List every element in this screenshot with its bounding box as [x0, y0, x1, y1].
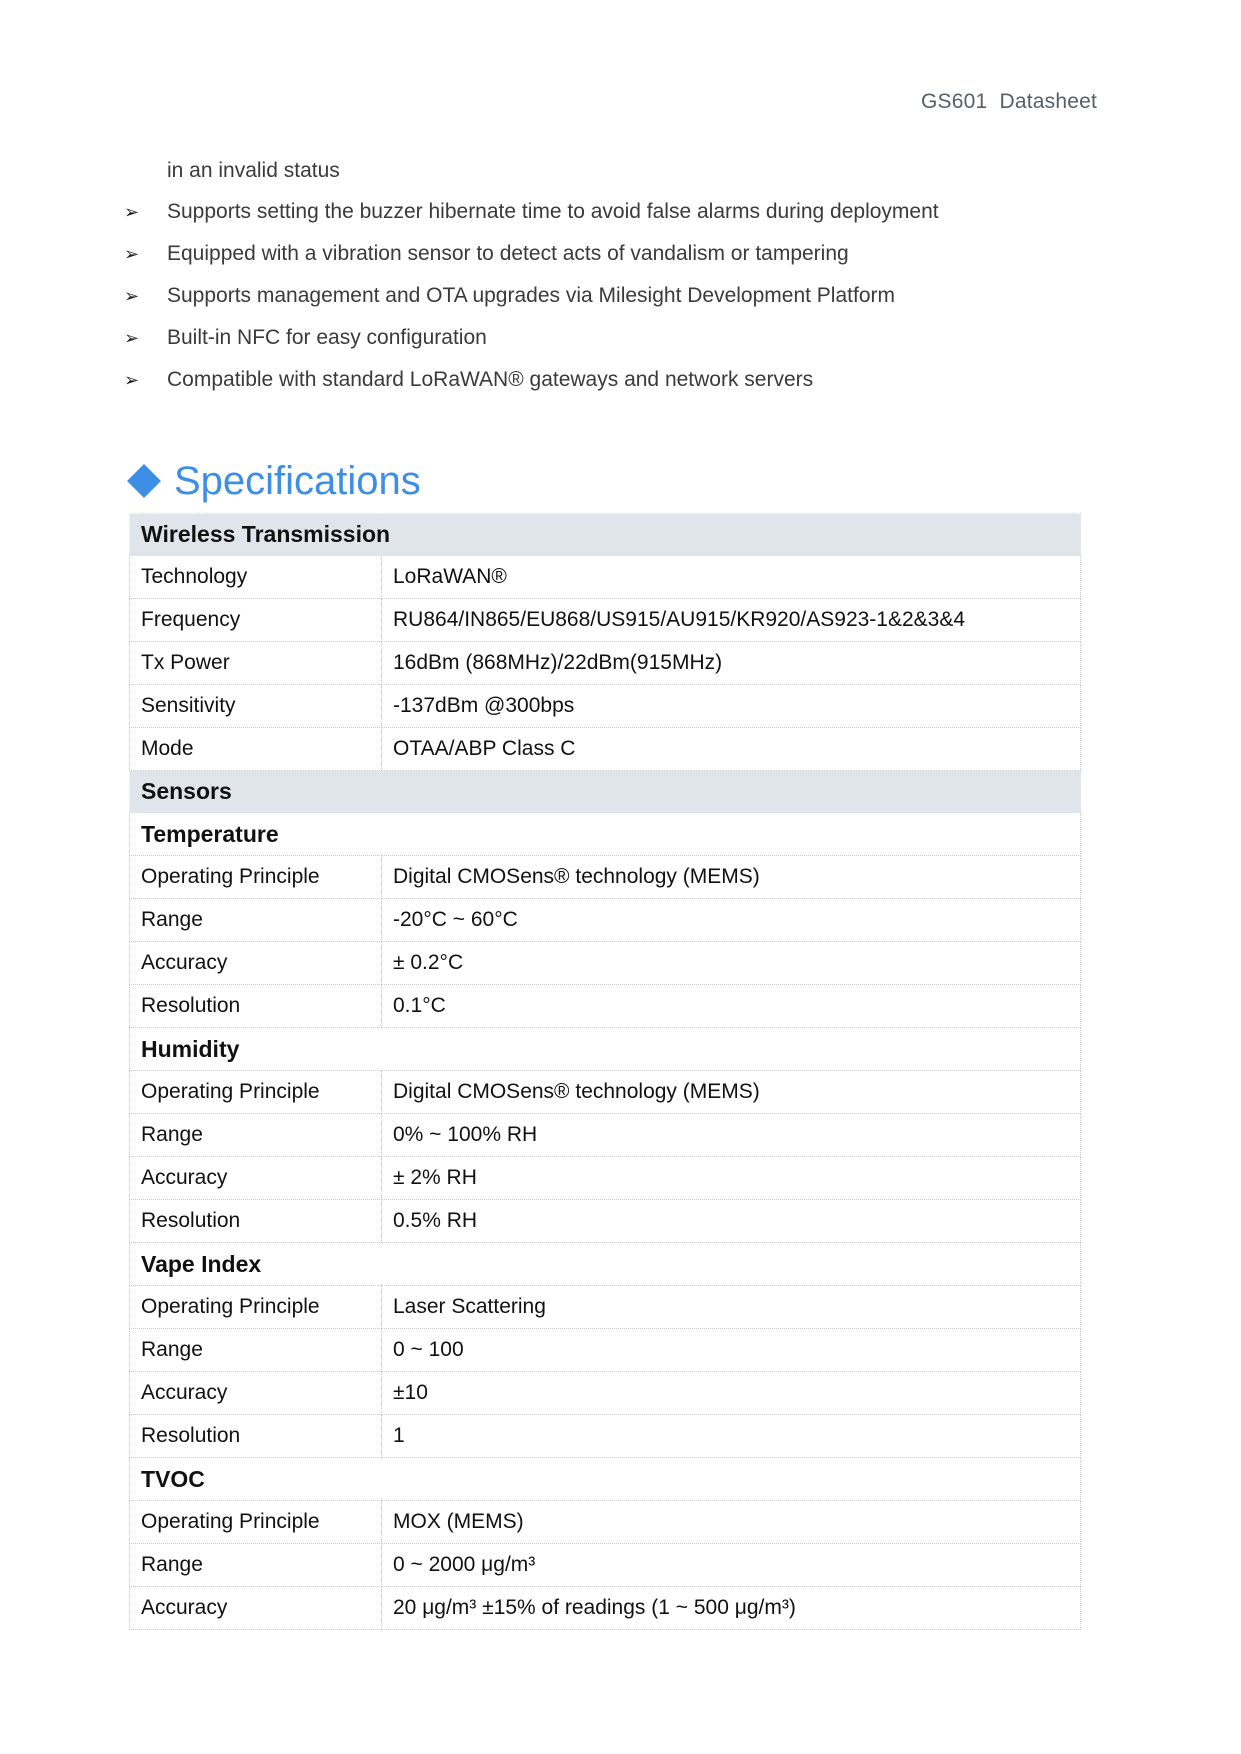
spec-key: Accuracy: [130, 1587, 382, 1630]
spec-value: 20 μg/m³ ±15% of readings (1 ~ 500 μg/m³): [382, 1587, 1081, 1630]
feature-item: [124, 197, 939, 227]
spec-value: OTAA/ABP Class C: [382, 728, 1081, 771]
feature-text: Compatible with standard LoRaWAN® gateways and network servers: [167, 368, 814, 391]
subgroup-heading: Humidity: [130, 1028, 1081, 1071]
spec-key: Sensitivity: [130, 685, 382, 728]
spec-key: Resolution: [130, 1415, 382, 1458]
spec-value: 0.1°C: [382, 985, 1081, 1028]
table-row: [130, 1157, 1081, 1200]
group-heading: Sensors: [130, 771, 1081, 813]
spec-value: Digital CMOSens® technology (MEMS): [382, 856, 1081, 899]
table-subgroup-row: [130, 813, 1081, 856]
spec-key: Accuracy: [130, 942, 382, 985]
feature-item: [124, 281, 895, 311]
table-row: [130, 1501, 1081, 1544]
diamond-icon: [127, 464, 161, 498]
table-row: [130, 942, 1081, 985]
document-header-title: GS601 Datasheet: [921, 90, 1097, 113]
spec-key: Accuracy: [130, 1372, 382, 1415]
spec-value: ± 2% RH: [382, 1157, 1081, 1200]
feature-text: Supports management and OTA upgrades via Milesight Development Platform: [167, 284, 895, 307]
table-row: [130, 1071, 1081, 1114]
spec-key: Technology: [130, 556, 382, 599]
spec-key: Resolution: [130, 985, 382, 1028]
spec-value: LoRaWAN®: [382, 556, 1081, 599]
spec-key: Tx Power: [130, 642, 382, 685]
arrow-bullet-icon: ➢: [124, 328, 140, 348]
spec-key: Mode: [130, 728, 382, 771]
spec-key: Frequency: [130, 599, 382, 642]
arrow-bullet-icon: ➢: [124, 202, 140, 222]
subgroup-heading: Vape Index: [130, 1243, 1081, 1286]
spec-key: Range: [130, 1329, 382, 1372]
table-subgroup-row: [130, 1028, 1081, 1071]
spec-key: Operating Principle: [130, 856, 382, 899]
spec-value: 0 ~ 2000 μg/m³: [382, 1544, 1081, 1587]
feature-text: Equipped with a vibration sensor to detect acts of vandalism or tampering: [167, 242, 849, 265]
table-subgroup-row: [130, 1243, 1081, 1286]
group-heading: Wireless Transmission: [130, 514, 1081, 556]
arrow-bullet-icon: ➢: [124, 370, 140, 390]
spec-key: Operating Principle: [130, 1286, 382, 1329]
table-row: [130, 1286, 1081, 1329]
spec-value: Digital CMOSens® technology (MEMS): [382, 1071, 1081, 1114]
spec-value: RU864/IN865/EU868/US915/AU915/KR920/AS923-1&2&3&4: [382, 599, 1081, 642]
section-title-text: Specifications: [174, 458, 421, 503]
spec-value: 1: [382, 1415, 1081, 1458]
spec-key: Accuracy: [130, 1157, 382, 1200]
table-row: [130, 1415, 1081, 1458]
table-row: [130, 1329, 1081, 1372]
spec-value: ±10: [382, 1372, 1081, 1415]
table-row: [130, 685, 1081, 728]
table-row: [130, 728, 1081, 771]
spec-key: Range: [130, 899, 382, 942]
spec-value: 16dBm (868MHz)/22dBm(915MHz): [382, 642, 1081, 685]
spec-key: Range: [130, 1114, 382, 1157]
table-row: [130, 985, 1081, 1028]
feature-text: Supports setting the buzzer hibernate time to avoid false alarms during deployment: [167, 200, 939, 223]
table-row: [130, 599, 1081, 642]
spec-value: Laser Scattering: [382, 1286, 1081, 1329]
spec-value: -20°C ~ 60°C: [382, 899, 1081, 942]
table-group-row: [130, 771, 1081, 813]
feature-text: Built-in NFC for easy configuration: [167, 326, 487, 349]
feature-continuation: in an invalid status: [167, 159, 340, 182]
spec-key: Range: [130, 1544, 382, 1587]
spec-value: 0 ~ 100: [382, 1329, 1081, 1372]
table-subgroup-row: [130, 1458, 1081, 1501]
arrow-bullet-icon: ➢: [124, 244, 140, 264]
table-row: [130, 1200, 1081, 1243]
spec-key: Resolution: [130, 1200, 382, 1243]
table-group-row: [130, 514, 1081, 556]
spec-value: MOX (MEMS): [382, 1501, 1081, 1544]
spec-value: ± 0.2°C: [382, 942, 1081, 985]
arrow-bullet-icon: ➢: [124, 286, 140, 306]
subgroup-heading: TVOC: [130, 1458, 1081, 1501]
table-row: [130, 1544, 1081, 1587]
table-row: [130, 556, 1081, 599]
feature-item: [124, 239, 849, 269]
spec-value: 0% ~ 100% RH: [382, 1114, 1081, 1157]
subgroup-heading: Temperature: [130, 813, 1081, 856]
specifications-table: [129, 513, 1081, 1630]
feature-item: [124, 365, 813, 395]
table-row: [130, 1587, 1081, 1630]
spec-key: Operating Principle: [130, 1501, 382, 1544]
table-row: [130, 642, 1081, 685]
table-row: [130, 1372, 1081, 1415]
feature-item: [124, 323, 487, 353]
spec-value: 0.5% RH: [382, 1200, 1081, 1243]
spec-key: Operating Principle: [130, 1071, 382, 1114]
table-row: [130, 899, 1081, 942]
specifications-heading: [128, 456, 421, 506]
table-row: [130, 856, 1081, 899]
spec-value: -137dBm @300bps: [382, 685, 1081, 728]
table-row: [130, 1114, 1081, 1157]
